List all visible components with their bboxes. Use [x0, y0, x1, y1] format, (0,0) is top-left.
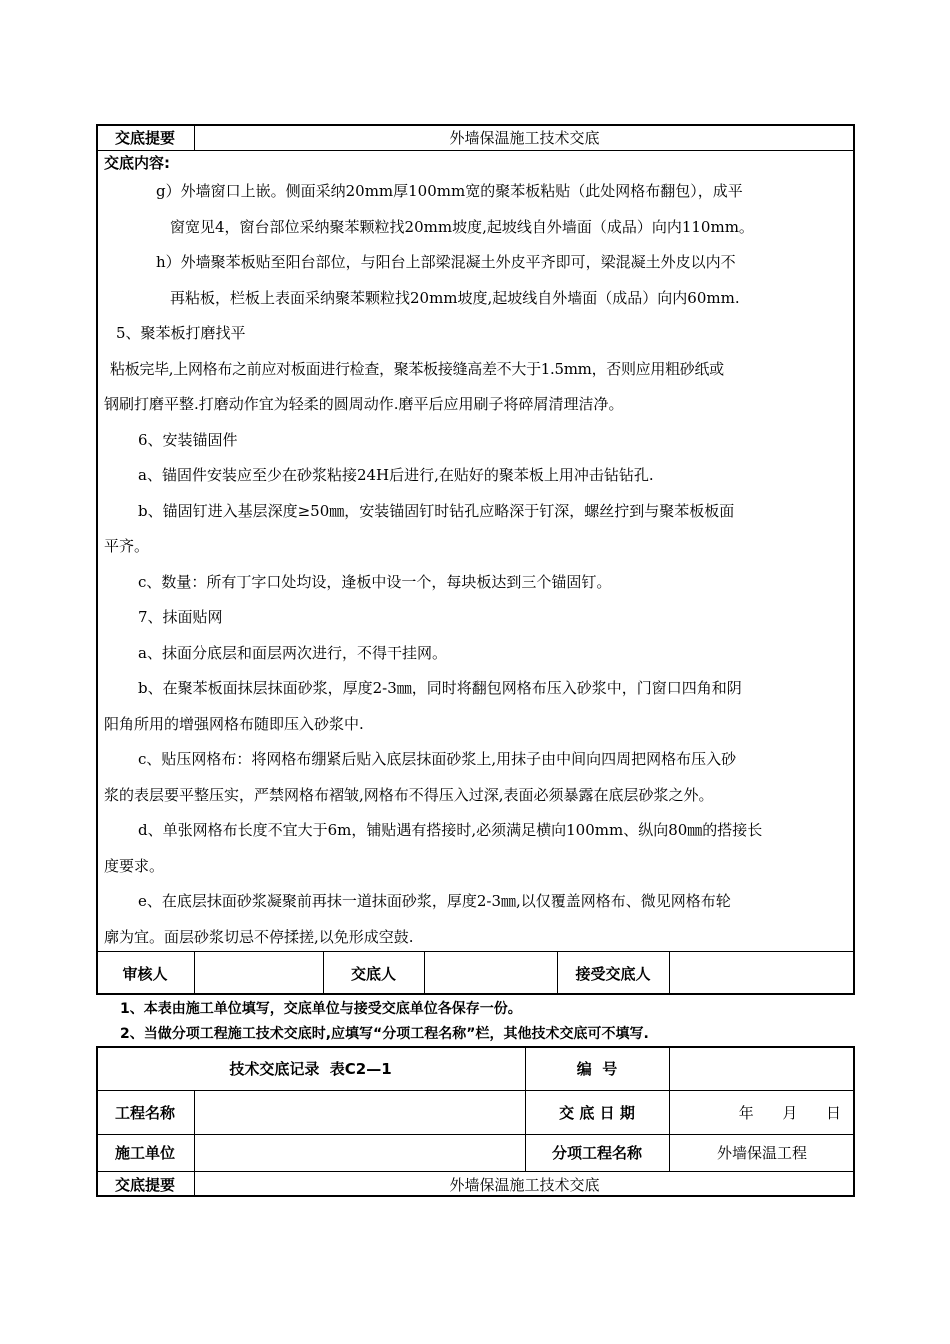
paragraph: 窗宽见4，窗台部位采纳聚苯颗粒找20mm坡度,起坡线自外墙面（成品）向内110mm。: [170, 217, 754, 236]
paragraph: 粘板完毕,上网格布之前应对板面进行检查，聚苯板接缝高差不大于1.5mm，否则应用粗砂纸或: [110, 359, 724, 378]
project-name-label: 工程名称: [114, 1103, 175, 1122]
paragraph: d、单张网格布长度不宜大于6m，铺贴遇有搭接时,必须满足横向100mm、纵向80㎜的搭接长: [138, 821, 763, 839]
summary-label: 交底提要: [114, 1175, 175, 1194]
paragraph: c、数量：所有丁字口处均设，逢板中设一个，每块板达到三个锚固钉。: [138, 572, 612, 591]
paragraph: c、贴压网格布：将网格布绷紧后贴入底层抹面砂浆上,用抹子由中间向四周把网格布压入砂: [138, 750, 737, 768]
reviewer-label: 审核人: [122, 964, 168, 983]
paragraph: h）外墙聚苯板贴至阳台部位，与阳台上部梁混凝土外皮平齐即可，梁混凝土外皮以内不: [156, 253, 736, 271]
note-1: 1、本表由施工单位填写，交底单位与接受交底单位各保存一份。: [120, 1001, 522, 1017]
reviewer-field[interactable]: [194, 951, 323, 995]
number-label: 编 号: [576, 1059, 618, 1078]
paragraph: a、抹面分底层和面层两次进行，不得干挂网。: [138, 643, 447, 662]
paragraph: 再粘板，栏板上表面采纳聚苯颗粒找20mm坡度,起坡线自外墙面（成品）向内60mm.: [170, 288, 740, 307]
discloser-label: 交底人: [350, 964, 396, 983]
divider: [96, 150, 855, 151]
summary-value: 外墙保温施工技术交底: [449, 128, 600, 147]
summary-label: 交底提要: [114, 128, 175, 147]
unit-field[interactable]: [194, 1134, 525, 1171]
paragraph: 浆的表层要平整压实，严禁网格布褶皱,网格布不得压入过深,表面必须暴露在底层砂浆之外。: [104, 785, 714, 804]
paragraph: 钢刷打磨平整.打磨动作宜为轻柔的圆周动作.磨平后应用刷子将碎屑清理洁净。: [104, 395, 624, 413]
paragraph: g）外墙窗口上嵌。侧面采纳20mm厚100mm宽的聚苯板粘贴（此处网格布翻包），成平: [156, 182, 743, 200]
project-name-field[interactable]: [194, 1090, 525, 1134]
section-heading: 7、抹面贴网: [138, 608, 223, 626]
number-field[interactable]: [669, 1046, 855, 1090]
summary-value: 外墙保温施工技术交底: [449, 1175, 600, 1194]
paragraph: 度要求。: [104, 856, 165, 875]
paragraph: b、锚固钉进入基层深度≥50㎜，安装锚固钉时钻孔应略深于钉深，螺丝拧到与聚苯板板面: [138, 501, 735, 520]
date-field[interactable]: 年 月 日: [738, 1103, 841, 1122]
unit-label: 施工单位: [114, 1144, 175, 1162]
receiver-label: 接受交底人: [575, 964, 651, 983]
receiver-field[interactable]: [669, 951, 855, 995]
note-2: 2、当做分项工程施工技术交底时,应填写“分项工程名称”栏，其他技术交底可不填写.: [120, 1026, 649, 1042]
record-title: 技术交底记录 表C2—1: [229, 1059, 392, 1078]
paragraph: a、锚固件安装应至少在砂浆粘接24H后进行,在贴好的聚苯板上用冲击钻钻孔.: [138, 466, 654, 484]
section-heading: 5、聚苯板打磨找平: [116, 324, 246, 342]
paragraph: 阳角所用的增强网格布随即压入砂浆中.: [104, 714, 364, 733]
date-label: 交 底 日 期: [559, 1103, 635, 1122]
paragraph: e、在底层抹面砂浆凝聚前再抹一道抹面砂浆，厚度2-3㎜,以仅覆盖网格布、微见网格布轮: [138, 892, 731, 910]
section-heading: 6、安装锚固件: [138, 430, 238, 449]
discloser-field[interactable]: [424, 951, 557, 995]
subproject-value: 外墙保温工程: [716, 1144, 807, 1162]
paragraph: 廓为宜。面层砂浆切忌不停揉搓,以免形成空鼓.: [104, 927, 414, 946]
content-label: 交底内容:: [104, 154, 170, 172]
subproject-label: 分项工程名称: [551, 1144, 642, 1162]
disclosure-content: [104, 152, 846, 955]
paragraph: 平齐。: [104, 537, 150, 555]
paragraph: b、在聚苯板面抹层抹面砂浆，厚度2-3㎜，同时将翻包网格布压入砂浆中，门窗口四角和阴: [138, 679, 742, 697]
